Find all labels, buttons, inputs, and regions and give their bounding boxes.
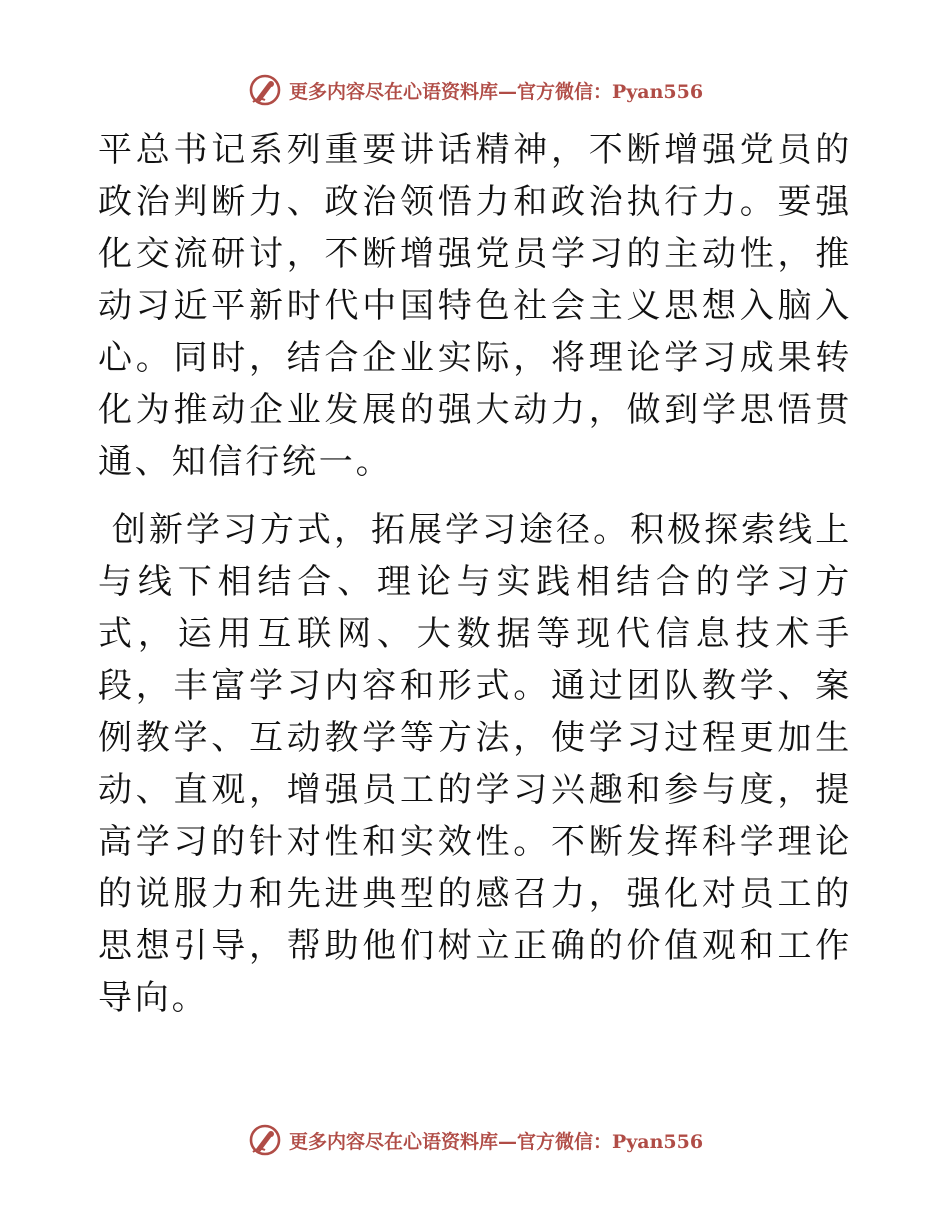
pen-circle-logo-icon xyxy=(247,72,283,108)
document-body xyxy=(98,124,852,1024)
header-banner xyxy=(0,70,950,110)
paragraph-1: 平总书记系列重要讲话精神，不断增强党员的政治判断力、政治领悟力和政治执行力。要强化交流研讨，不断增强党员学习的主动性，推动习近平新时代中国特色社会主义思想入脑入心。同时，结合企业实际，将理论学习成果转化为推动企业发展的强大动力，做到学思悟贯通、知信行统一。 xyxy=(98,130,852,482)
pen-circle-logo-icon xyxy=(247,1122,283,1158)
header-banner-text: 更多内容尽在心语资料库—官方微信：Pyan556 xyxy=(288,80,704,103)
paragraph-2: 创新学习方式，拓展学习途径。积极探索线上与线下相结合、理论与实践相结合的学习方式，运用互联网、大数据等现代信息技术手段，丰富学习内容和形式。通过团队教学、案例教学、互动教学等方法，使学习过程更加生动、直观，增强员工的学习兴趣和参与度，提高学习的针对性和实效性。不断发挥科学理论的说服力和先进典型的感召力，强化对员工的思想引导，帮助他们树立正确的价值观和工作导向。 xyxy=(98,510,852,1018)
footer-banner xyxy=(0,1120,950,1160)
footer-banner-text: 更多内容尽在心语资料库—官方微信：Pyan556 xyxy=(288,1130,704,1153)
